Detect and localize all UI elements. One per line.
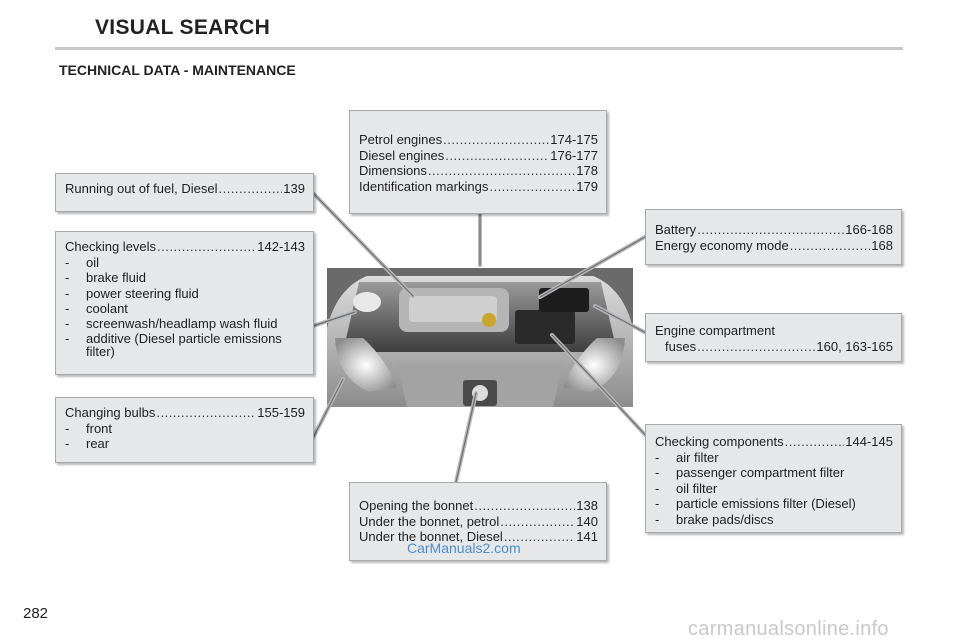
entry-dimensions[interactable]: Dimensions ..... 178 [359,163,598,179]
entry-checking-components[interactable]: Checking components ..... 144-145 [655,434,893,450]
entry-changing-bulbs[interactable]: Changing bulbs ..... 155-159 [65,405,305,421]
entry-running-out-of-fuel[interactable]: Running out of fuel, Diesel ..... 139 [65,181,305,197]
list-item: - air filter [655,449,719,465]
entry-under-bonnet-diesel[interactable]: Under the bonnet, Diesel ..... 141 [359,529,598,545]
watermark-carmanualsonline: carmanualsonline.info [688,618,889,640]
list-item: - front [65,420,113,436]
list-item: - screenwash/headlamp wash fluid [65,315,278,331]
list-item: - coolant [65,301,128,316]
entry-energy-economy-mode[interactable]: Energy economy mode ..... 168 [655,238,893,254]
list-item: - particle emissions filter (Diesel) [655,496,856,511]
entry-checking-levels[interactable]: Checking levels ..... 142-143 [65,239,305,255]
engines-box [349,110,607,214]
entry-petrol-engines[interactable]: Petrol engines ..... 174-175 [359,132,598,148]
entry-engine-compartment-fuses[interactable]: fuses ..... 160, 163-165 [655,339,893,355]
list-item: - brake pads/discs [655,511,774,527]
watermark-carmanuals2: CarManuals2.com [407,540,521,556]
components-box [645,424,902,533]
page-title: VISUAL SEARCH [95,16,271,39]
bulbs-box [55,397,314,463]
entry-identification-markings[interactable]: Identification markings ..... 179 [359,179,598,195]
list-item: - oil filter [655,480,718,496]
list-item: - passenger compartment filter [655,465,845,480]
entry-battery[interactable]: Battery ..... 166-168 [655,222,893,238]
fuel-box [55,173,314,212]
levels-box [55,231,314,375]
list-item: - power steering fluid [65,285,199,301]
page-number: 282 [23,605,49,622]
list-item: - rear [65,436,110,451]
list-item: - brake fluid [65,270,146,285]
fuses-heading: Engine compartment [655,323,775,338]
entry-diesel-engines[interactable]: Diesel engines ..... 176-177 [359,148,598,164]
list-item: - oil [65,254,100,270]
battery-box [645,209,902,265]
entry-opening-the-bonnet[interactable]: Opening the bonnet ..... 138 [359,498,598,514]
entry-under-bonnet-petrol[interactable]: Under the bonnet, petrol ..... 140 [359,514,598,530]
section-title: TECHNICAL DATA - MAINTENANCE [59,62,296,78]
fuses-box [645,313,902,362]
list-item: - additive (Diesel particle emissions filter) [65,330,282,359]
